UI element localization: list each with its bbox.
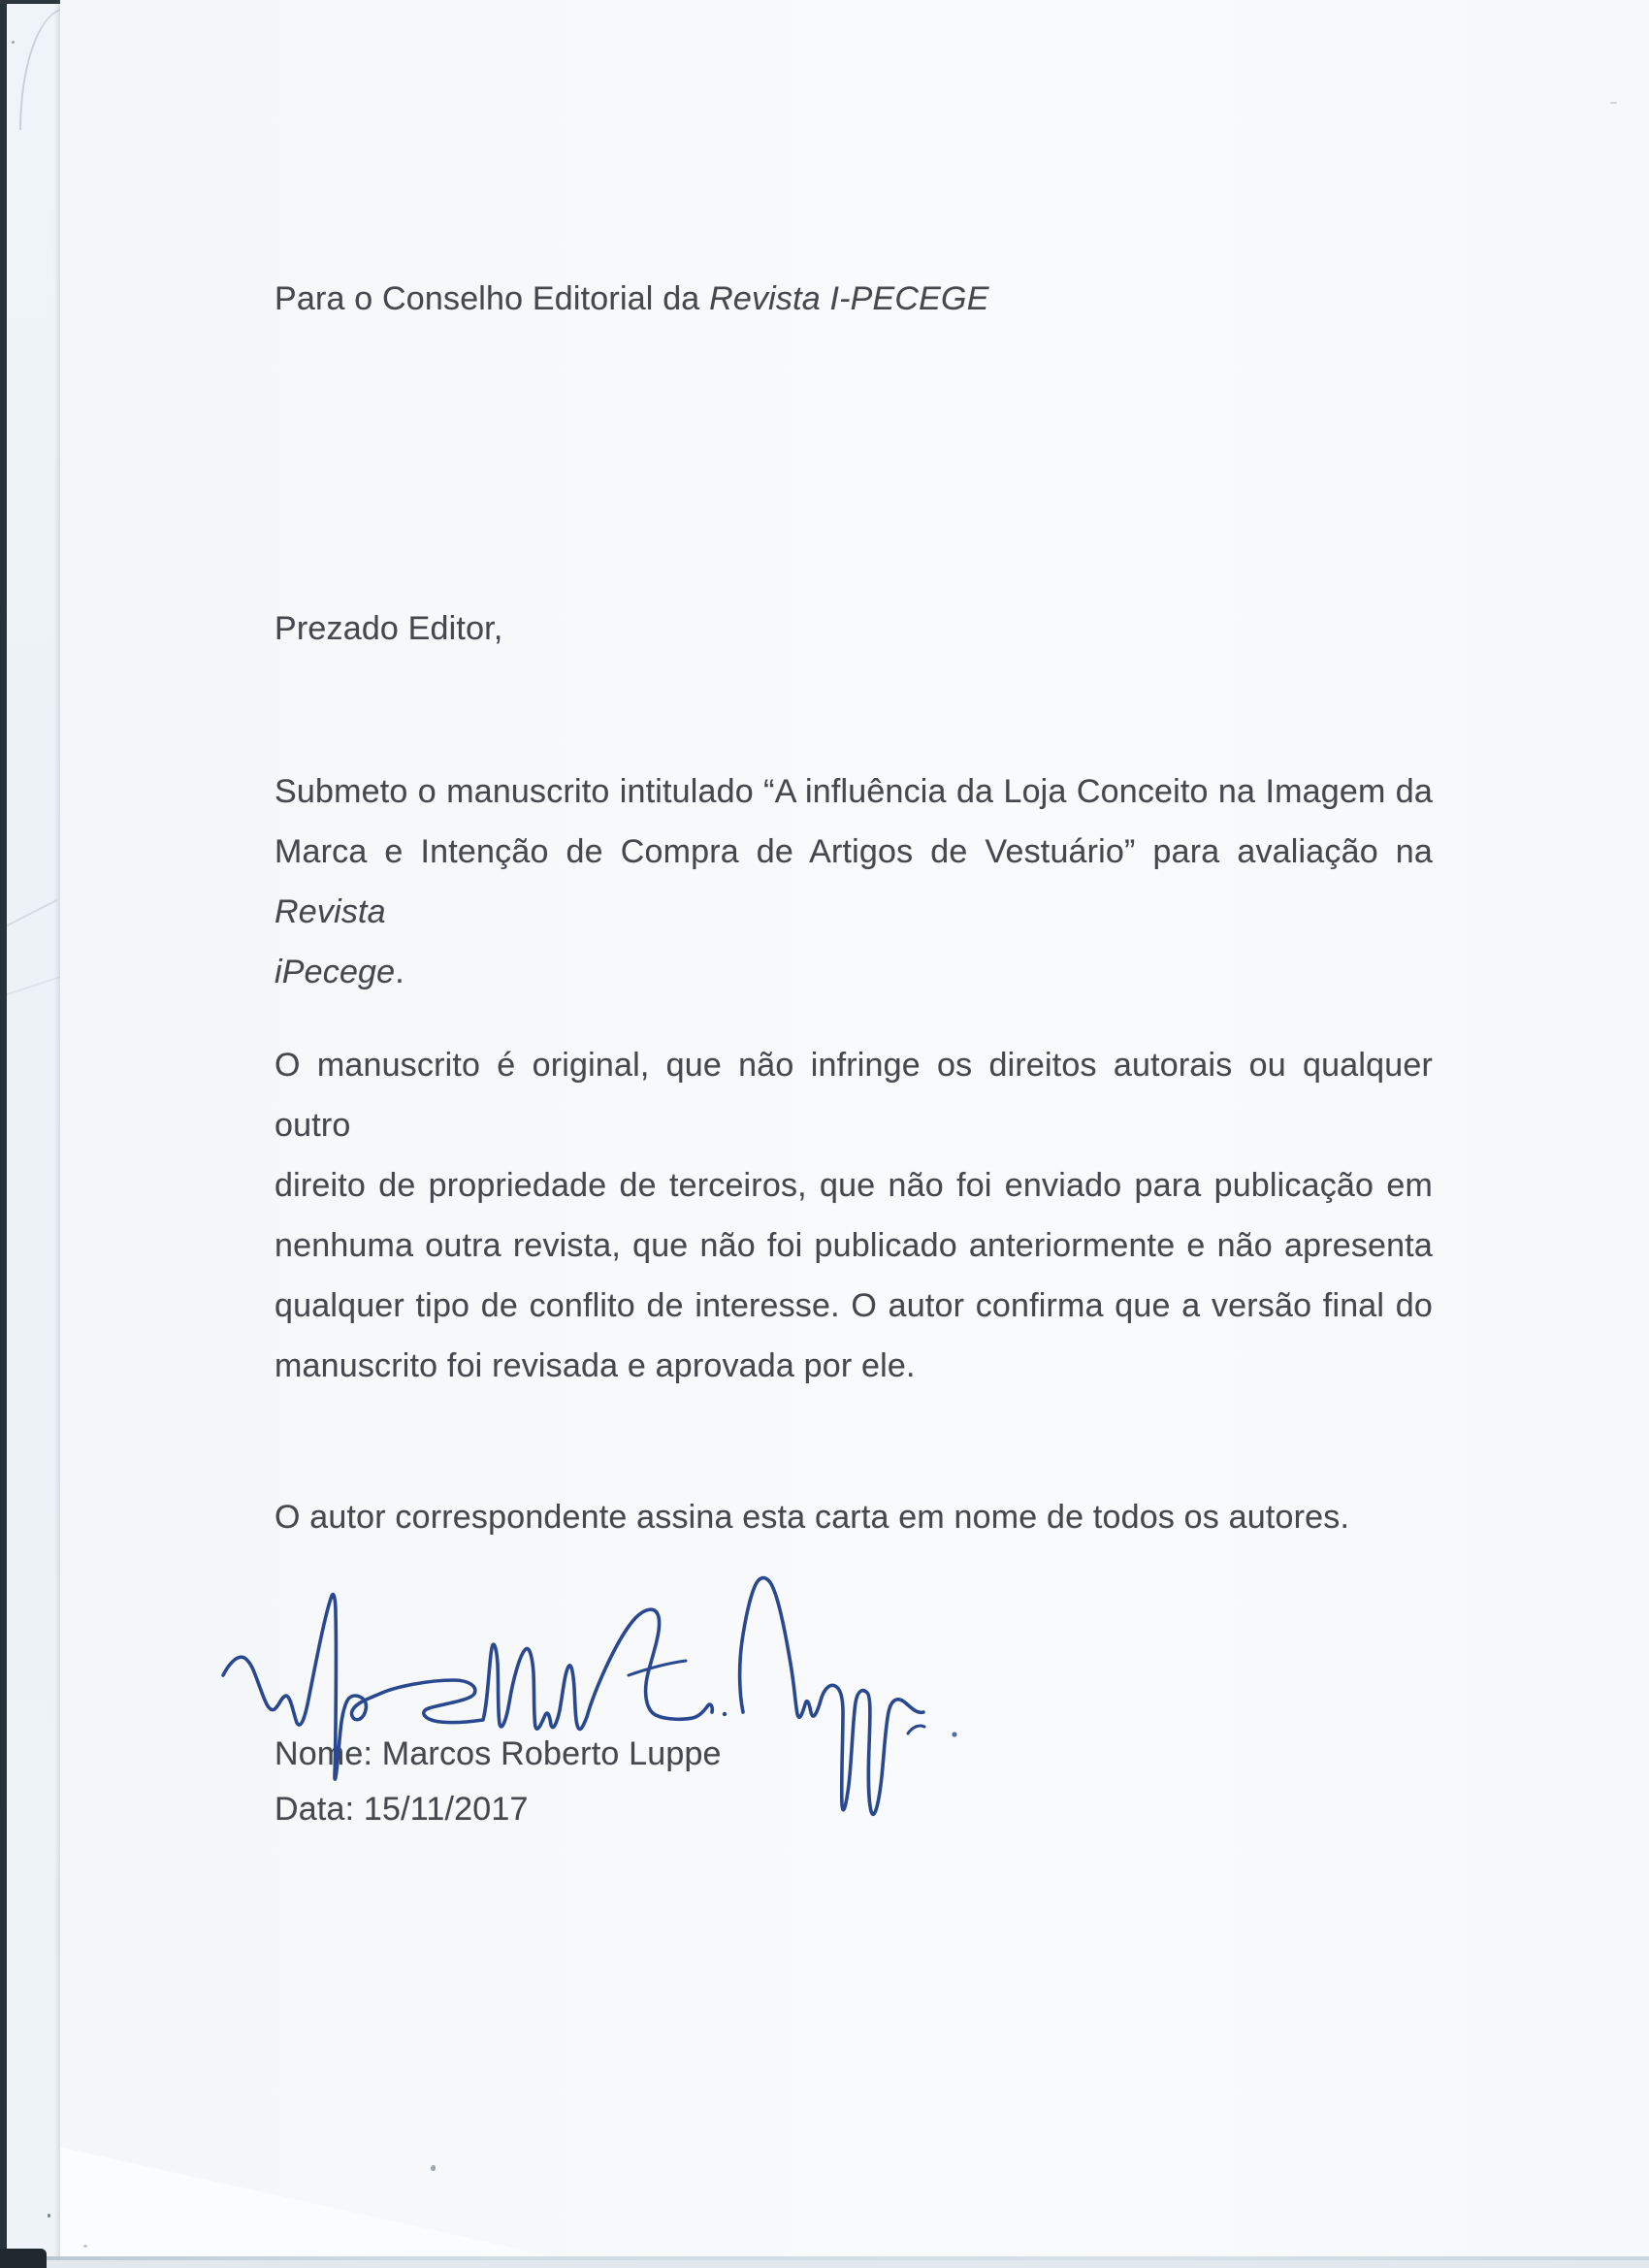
bottom-left-corner-shadow <box>0 2249 47 2268</box>
scanner-edge-top <box>0 0 64 4</box>
scan-speck <box>1610 102 1617 104</box>
date-label: Data: <box>275 1791 355 1828</box>
paragraph-declaration <box>275 1035 1433 1396</box>
paragraph-line: O manuscrito é original, que não infringe os direitos autorais ou qualquer outro <box>275 1047 1433 1144</box>
name-value: Marcos Roberto Luppe <box>381 1735 722 1772</box>
paragraph-line: direito de propriedade de terceiros, que não foi enviado para publicação em <box>275 1167 1433 1204</box>
date-value: 15/11/2017 <box>363 1791 529 1828</box>
signature-ink <box>204 1557 980 1848</box>
signature-end-dot <box>952 1732 956 1736</box>
signature-stroke-main <box>223 1595 712 1780</box>
signature-stroke-crossbar <box>629 1661 686 1675</box>
paragraph-line: nenhuma outra revista, que não foi publicado anteriormente e não apresenta <box>275 1227 1433 1264</box>
journal-name-short: iPecege <box>275 954 396 990</box>
bottom-scan-band <box>0 2260 1649 2268</box>
journal-name: Revista I-PECEGE <box>709 280 989 317</box>
underlying-page-strip <box>7 0 61 2268</box>
sentence-period: . <box>395 954 404 990</box>
signature-stroke-tick <box>908 1726 924 1733</box>
paragraph-line: manuscrito foi revisada e aprovada por ele. <box>275 1347 916 1384</box>
scan-speck <box>431 2165 436 2171</box>
paragraph-line <box>275 822 1433 942</box>
closing-line <box>275 1487 1433 1547</box>
scan-speck <box>12 41 15 44</box>
salutation-text: Para o Conselho Editorial da <box>275 280 710 317</box>
scanner-edge-strip <box>0 0 7 2268</box>
paragraph-submission <box>275 761 1433 1002</box>
paragraph-line-text: Marca e Intenção de Compra de Artigos de Vestuário” para avaliação na <box>275 833 1433 870</box>
paragraph-line: qualquer tipo de conflito de interesse. O autor confirma que a versão final do <box>275 1287 1433 1324</box>
signature-stroke-loops <box>740 1578 923 1815</box>
greeting-line <box>275 599 1433 659</box>
name-label: Nome: <box>275 1735 373 1772</box>
scan-speck <box>48 2214 50 2218</box>
signature-pause-dot <box>723 1712 727 1716</box>
closing-text: O autor correspondente assina esta carta em nome de todos os autores. <box>275 1499 1350 1536</box>
journal-name-short: Revista <box>275 893 386 930</box>
greeting-text: Prezado Editor, <box>275 610 503 647</box>
salutation-line <box>275 269 1433 329</box>
paragraph-line: Submeto o manuscrito intitulado “A influência da Loja Conceito na Imagem da <box>275 773 1433 810</box>
paragraph-line <box>275 942 1433 1002</box>
scan-speck <box>83 2245 87 2248</box>
